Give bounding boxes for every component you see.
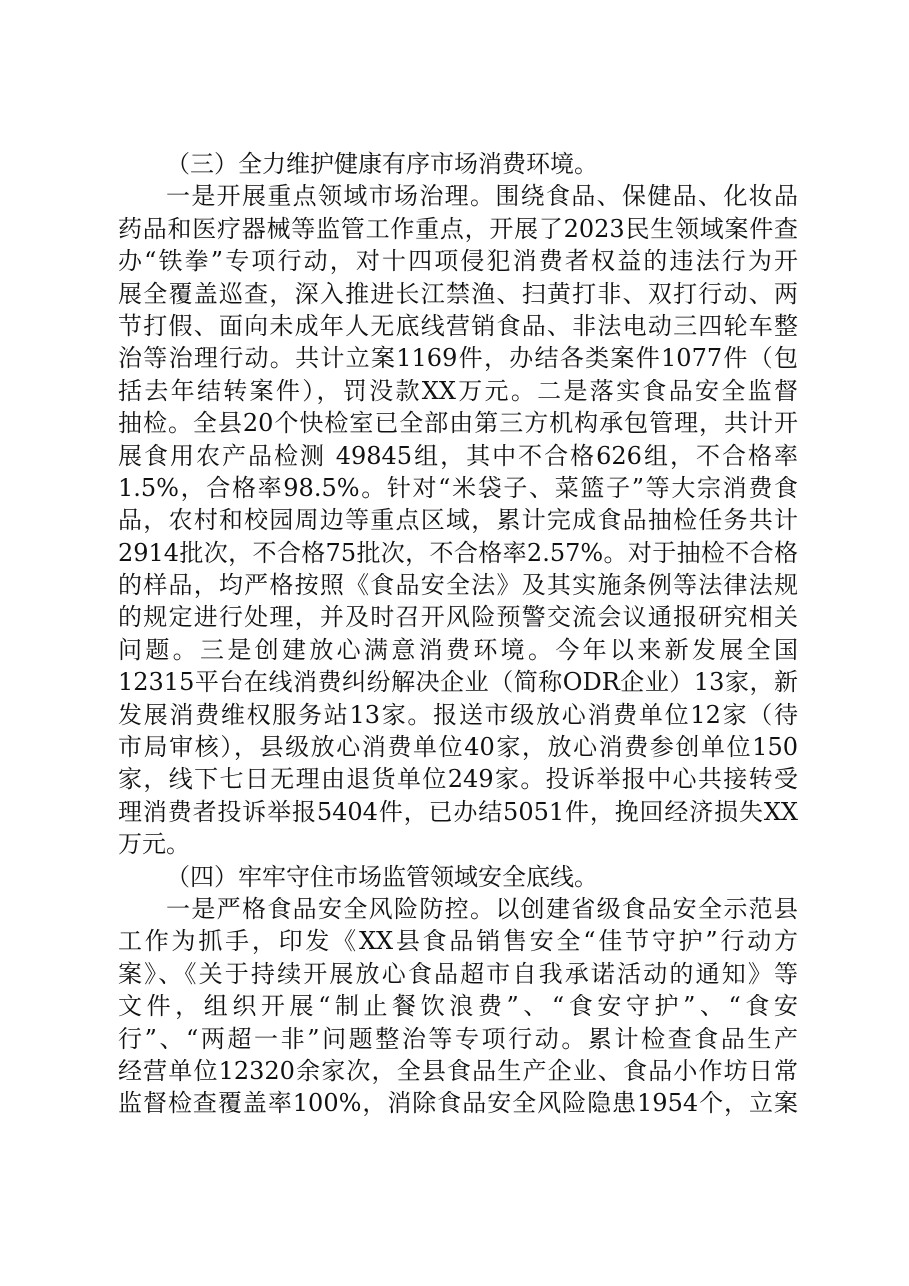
paragraph-line: 发展消费维权服务站13家。报送市级放心消费单位12家（待 bbox=[118, 700, 798, 729]
paragraph-line: 案》、《关于持续开展放心食品超市自我承诺活动的通知》等 bbox=[118, 959, 798, 988]
paragraph-line: 文件，组织开展“制止餐饮浪费”、“食安守护”、“食安 bbox=[118, 992, 798, 1021]
paragraph-line: 经营单位12320余家次，全县食品生产企业、食品小作坊日常 bbox=[118, 1056, 798, 1085]
paragraph-line: 的样品，均严格按照《食品安全法》及其实施条例等法律法规 bbox=[118, 571, 798, 600]
paragraph-line: 括去年结转案件），罚没款XX万元。二是落实食品安全监督 bbox=[118, 376, 798, 405]
paragraph-line: 药品和医疗器械等监管工作重点，开展了2023民生领域案件查 bbox=[118, 214, 798, 243]
paragraph-line: 节打假、面向未成年人无底线营销食品、非法电动三四轮车整 bbox=[118, 311, 798, 340]
paragraph-line: 治等治理行动。共计立案1169件，办结各类案件1077件（包 bbox=[118, 344, 798, 373]
paragraph-line: 抽检。全县20个快检室已全部由第三方机构承包管理，共计开 bbox=[118, 409, 798, 438]
paragraph-line: 的规定进行处理，并及时召开风险预警交流会议通报研究相关 bbox=[118, 603, 798, 632]
paragraph-first-line: 一是严格食品安全风险防控。以创建省级食品安全示范县 bbox=[166, 894, 798, 923]
document-body bbox=[118, 148, 798, 1120]
paragraph-line: 展全覆盖巡查，深入推进长江禁渔、扫黄打非、双打行动、两 bbox=[118, 279, 798, 308]
paragraph-line: 理消费者投诉举报5404件，已办结5051件，挽回经济损失XX bbox=[118, 797, 798, 826]
paragraph-line: 展食用农产品检测 49845组，其中不合格626组，不合格率 bbox=[118, 441, 798, 470]
paragraph-last-line: 万元。 bbox=[118, 830, 190, 859]
section-heading: （四）牢牢守住市场监管领域安全底线。 bbox=[166, 862, 598, 891]
section-heading: （三）全力维护健康有序市场消费环境。 bbox=[166, 150, 598, 178]
paragraph-line: 工作为抓手，印发《XX县食品销售安全“佳节守护”行动方 bbox=[118, 927, 798, 956]
paragraph-line: 问题。三是创建放心满意消费环境。今年以来新发展全国 bbox=[118, 635, 798, 664]
paragraph-line: 办“铁拳”专项行动，对十四项侵犯消费者权益的违法行为开 bbox=[118, 247, 798, 276]
paragraph-line: 1.5%，合格率98.5%。针对“米袋子、菜篮子”等大宗消费食 bbox=[118, 473, 798, 502]
paragraph-line: 品，农村和校园周边等重点区域，累计完成食品抽检任务共计 bbox=[118, 506, 798, 535]
paragraph-line: 行”、“两超一非”问题整治等专项行动。累计检查食品生产 bbox=[118, 1024, 798, 1053]
paragraph-line: 家，线下七日无理由退货单位249家。投诉举报中心共接转受 bbox=[118, 765, 798, 794]
paragraph-line: 市局审核），县级放心消费单位40家，放心消费参创单位150 bbox=[118, 733, 798, 762]
paragraph-first-line: 一是开展重点领域市场治理。围绕食品、保健品、化妆品 bbox=[166, 182, 798, 211]
paragraph-line: 12315平台在线消费纠纷解决企业（简称ODR企业）13家，新 bbox=[118, 668, 798, 697]
paragraph-line: 监督检查覆盖率100%，消除食品安全风险隐患1954个，立案 bbox=[118, 1089, 798, 1118]
paragraph-line: 2914批次，不合格75批次，不合格率2.57%。对于抽检不合格 bbox=[118, 538, 798, 567]
